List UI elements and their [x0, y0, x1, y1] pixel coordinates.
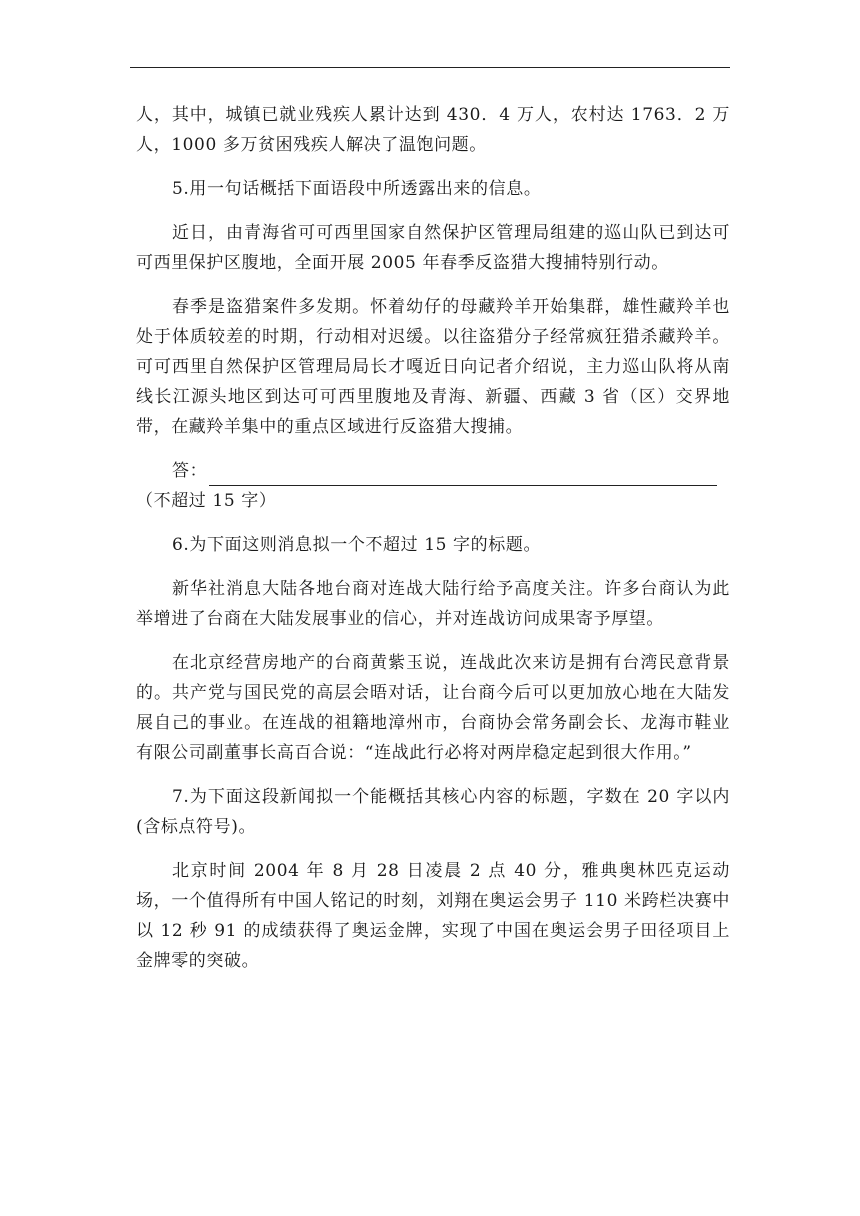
document-body [136, 100, 730, 990]
answer-label: 答： [172, 461, 208, 481]
question-5-passage-1: 近日，由青海省可可西里国家自然保护区管理局组建的巡山队已到达可可西里保护区腹地，全面开展 2005 年春季反盗猎大搜捕特别行动。 [136, 223, 730, 273]
question-5-prompt: 5.用一句话概括下面语段中所透露出来的信息。 [172, 179, 542, 199]
question-7-passage-1: 北京时间 2004 年 8 月 28 日凌晨 2 点 40 分，雅典奥林匹克运动场，一个值得所有中国人铭记的时刻，刘翔在奥运会男子 110 米跨栏决赛中以 12 秒 91 的成绩获得了奥运金牌，实现了中国在奥运会男子田径项目上金牌零的突破。 [136, 861, 730, 971]
question-6-passage-1: 新华社消息大陆各地台商对连战大陆行给予高度关注。许多台商认为此举增进了台商在大陆发展事业的信心，并对连战访问成果寄予厚望。 [136, 579, 730, 629]
answer-row [136, 456, 730, 486]
question-6-passage-2: 在北京经营房地产的台商黄紫玉说，连战此次来访是拥有台湾民意背景的。共产党与国民党的高层会晤对话，让台商今后可以更加放心地在大陆发展自己的事业。在连战的祖籍地漳州市，台商协会常务副会长、龙海市鞋业有限公司副董事长高百合说：“连战此行必将对两岸稳定起到很大作用。” [136, 653, 730, 763]
header-rule [130, 67, 730, 68]
question-5-answer [136, 456, 730, 516]
question-5-passage-2: 春季是盗猎案件多发期。怀着幼仔的母藏羚羊开始集群，雄性藏羚羊也处于体质较差的时期，行动相对迟缓。以往盗猎分子经常疯狂猎杀藏羚羊。可可西里自然保护区管理局局长才嘎近日向记者介绍说，主力巡山队将从南线长江源头地区到达可可西里腹地及青海、新疆、西藏 3 省（区）交界地带，在藏羚羊集中的重点区域进行反盗猎大搜捕。 [136, 297, 730, 437]
answer-blank-line[interactable] [209, 463, 717, 486]
question-7-prompt: 7.为下面这段新闻拟一个能概括其核心内容的标题，字数在 20 字以内(含标点符号)。 [136, 787, 730, 837]
question-6-prompt: 6.为下面这则消息拟一个不超过 15 字的标题。 [172, 535, 542, 555]
continued-paragraph: 人，其中，城镇已就业残疾人累计达到 430．4 万人，农村达 1763．2 万人，1000 多万贫困残疾人解决了温饱问题。 [136, 105, 730, 155]
answer-length-note: （不超过 15 字） [136, 491, 277, 511]
